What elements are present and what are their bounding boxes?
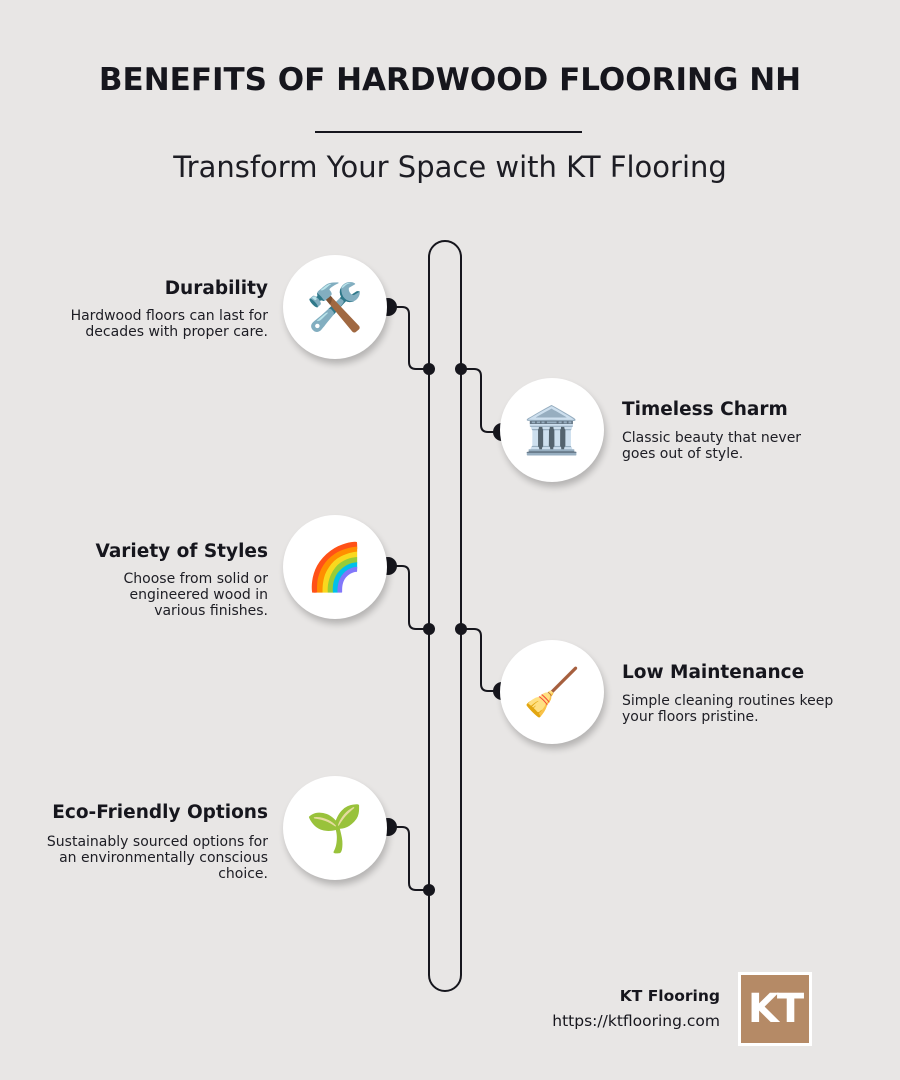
connector-dot-variety-end — [423, 623, 435, 635]
kt-logo-text: KT — [747, 986, 803, 1032]
benefit-desc-timeless-charm: Classic beauty that never goes out of style. — [622, 430, 802, 462]
benefit-title-timeless-charm: Timeless Charm — [622, 399, 788, 420]
rainbow-icon: 🌈 — [283, 515, 387, 619]
benefit-title-variety-of-styles: Variety of Styles — [95, 541, 268, 562]
kt-logo — [738, 972, 812, 1046]
connector-dot-timeless-charm-start — [455, 363, 467, 375]
page-title: BENEFITS OF HARDWOOD FLOORING NH — [98, 62, 802, 98]
broom-icon: 🧹 — [500, 640, 604, 744]
connector-variety-of-styles — [379, 557, 435, 635]
benefit-title-durability: Durability — [164, 278, 268, 299]
connector-dot-durability-end — [423, 363, 435, 375]
benefit-desc-eco-friendly: Sustainably sourced options for an environmentally conscious choice. — [46, 834, 268, 882]
benefit-desc-low-maintenance: Simple cleaning routines keep your floors pristine. — [622, 693, 834, 725]
classical-building-icon: 🏛️ — [500, 378, 604, 482]
footer-url-link[interactable]: https://ktflooring.com — [552, 1012, 720, 1030]
benefit-desc-variety-of-styles: Choose from solid or engineered wood in various finishes. — [123, 571, 268, 619]
hammer-and-wrench-icon: 🛠️ — [283, 255, 387, 359]
footer-company-name: KT Flooring — [619, 987, 720, 1005]
connector-dot-eco-end — [423, 884, 435, 896]
timeline-track — [429, 241, 461, 991]
seedling-icon: 🌱 — [283, 776, 387, 880]
benefit-desc-durability: Hardwood floors can last for decades with proper care. — [70, 308, 268, 340]
connector-dot-low-maintenance-start — [455, 623, 467, 635]
benefit-title-eco-friendly: Eco-Friendly Options — [52, 802, 268, 823]
connector-durability — [379, 298, 435, 375]
page-subtitle: Transform Your Space with KT Flooring — [173, 150, 727, 184]
benefit-title-low-maintenance: Low Maintenance — [622, 662, 805, 683]
connector-eco-friendly — [379, 818, 435, 896]
